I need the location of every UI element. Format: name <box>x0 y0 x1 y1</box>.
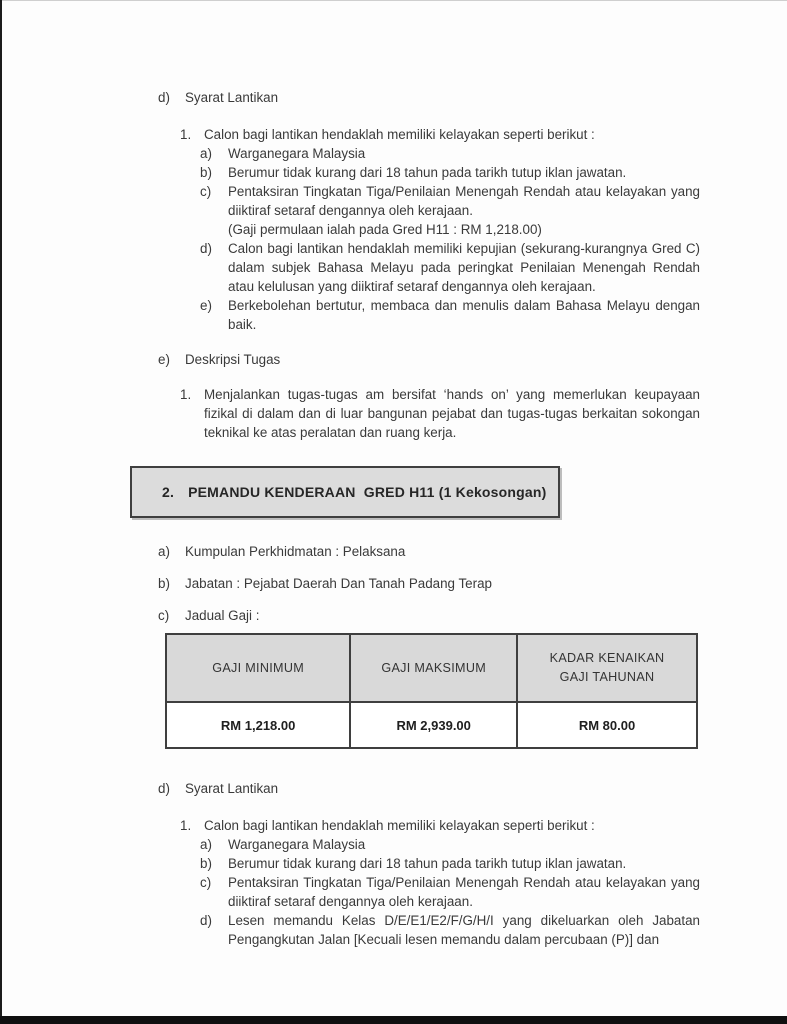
sub-label: d) <box>200 241 212 256</box>
detail-text: Kumpulan Perkhidmatan : Pelaksana <box>185 544 406 559</box>
cell-kadar-kenaikan: RM 80.00 <box>517 702 697 748</box>
list-text: Menjalankan tugas-tugas am bersifat ‘hands on’ yang memerlukan keupayaan fizikal di dalam dan di luar bangunan pejabat dan tugas-tugas berkaitan sokongan teknikal ke atas peralatan dan ruang kerja. <box>204 387 700 440</box>
section-label: e) <box>158 352 170 367</box>
job-number: 2. <box>162 483 175 500</box>
list-item <box>200 296 700 334</box>
sub-text: Pentaksiran Tingkatan Tiga/Penilaian Menengah Rendah atau kelayakan yang diiktiraf setaraf dengannya oleh kerajaan. <box>228 875 700 909</box>
section-label: d) <box>158 90 170 105</box>
page-content <box>158 88 700 949</box>
list-number: 1. <box>180 818 192 833</box>
list-item-intro <box>180 125 700 144</box>
sublist-d2 <box>200 835 700 949</box>
detail-label: c) <box>158 608 170 623</box>
section-title: Syarat Lantikan <box>185 781 279 796</box>
sub-label: c) <box>200 875 212 890</box>
section-e-heading <box>158 350 700 369</box>
sub-text: Pentaksiran Tingkatan Tiga/Penilaian Menengah Rendah atau kelayakan yang diiktiraf setaraf dengannya oleh kerajaan. <box>228 184 700 218</box>
sub-text: Berkebolehan bertutur, membaca dan menulis dalam Bahasa Melayu dengan baik. <box>228 298 700 332</box>
job-title: PEMANDU KENDERAAN GRED H11 (1 Kekosongan) <box>188 483 547 500</box>
section-title: Deskripsi Tugas <box>185 352 281 367</box>
list-item <box>200 182 700 239</box>
list-text: Calon bagi lantikan hendaklah memiliki kelayakan seperti berikut : <box>204 127 595 142</box>
list-item <box>200 144 700 163</box>
section-d1-heading <box>158 88 700 107</box>
sub-label: b) <box>200 856 212 871</box>
column-header-gaji-maksimum: GAJI MAKSIMUM <box>350 634 517 702</box>
section-d2-heading <box>158 779 700 798</box>
cell-gaji-maksimum: RM 2,939.00 <box>350 702 517 748</box>
list-item-intro <box>180 816 700 835</box>
sub-label: a) <box>200 837 212 852</box>
detail-label: b) <box>158 576 170 591</box>
job-title-box <box>130 466 560 518</box>
list-item <box>200 239 700 296</box>
detail-row-department <box>158 574 700 593</box>
cell-gaji-minimum: RM 1,218.00 <box>166 702 350 748</box>
column-header-gaji-minimum: GAJI MINIMUM <box>166 634 350 702</box>
sub-text: Warganegara Malaysia <box>228 146 366 161</box>
list-item <box>200 835 700 854</box>
scan-edge-top <box>0 0 787 1</box>
sub-text: Lesen memandu Kelas D/E/E1/E2/F/G/H/I yang dikeluarkan oleh Jabatan Pengangkutan Jalan [Kecuali lesen memandu dalam percubaan (P)] dan <box>228 913 700 947</box>
column-header-kadar-kenaikan: KADAR KENAIKAN GAJI TAHUNAN <box>517 634 697 702</box>
salary-table-value-row <box>166 702 697 748</box>
sublist-d1 <box>200 144 700 334</box>
list-number: 1. <box>180 127 192 142</box>
sub-text: Berumur tidak kurang dari 18 tahun pada tarikh tutup iklan jawatan. <box>228 856 627 871</box>
section-title: Syarat Lantikan <box>185 90 279 105</box>
detail-row-salary-schedule <box>158 606 700 625</box>
sub-text: Warganegara Malaysia <box>228 837 366 852</box>
task-description-item <box>180 385 700 442</box>
section-label: d) <box>158 781 170 796</box>
sub-label: c) <box>200 184 212 199</box>
detail-text: Jabatan : Pejabat Daerah Dan Tanah Padang Terap <box>185 576 492 591</box>
list-text: Calon bagi lantikan hendaklah memiliki kelayakan seperti berikut : <box>204 818 595 833</box>
sub-label: d) <box>200 913 212 928</box>
salary-table <box>165 633 698 749</box>
detail-label: a) <box>158 544 170 559</box>
sub-label: a) <box>200 146 212 161</box>
detail-row-group <box>158 542 700 561</box>
sub-note: (Gaji permulaan ialah pada Gred H11 : RM 1,218.00) <box>228 222 542 237</box>
list-item <box>200 911 700 949</box>
list-item <box>200 854 700 873</box>
salary-table-header-row <box>166 634 697 702</box>
scan-edge-bottom <box>0 1016 787 1024</box>
sub-text: Berumur tidak kurang dari 18 tahun pada tarikh tutup iklan jawatan. <box>228 165 627 180</box>
list-number: 1. <box>180 387 192 402</box>
sub-text: Calon bagi lantikan hendaklah memiliki kepujian (sekurang-kurangnya Gred C) dalam subjek Bahasa Melayu pada peringkat Penilaian Menengah Rendah atau kelulusan yang diiktiraf setaraf dengannya oleh kerajaan. <box>228 241 700 294</box>
detail-text: Jadual Gaji : <box>185 608 260 623</box>
sub-label: e) <box>200 298 212 313</box>
sub-label: b) <box>200 165 212 180</box>
sub-text-wrap <box>228 182 700 239</box>
list-item <box>200 163 700 182</box>
scan-edge-left <box>0 0 2 1024</box>
list-item <box>200 873 700 911</box>
